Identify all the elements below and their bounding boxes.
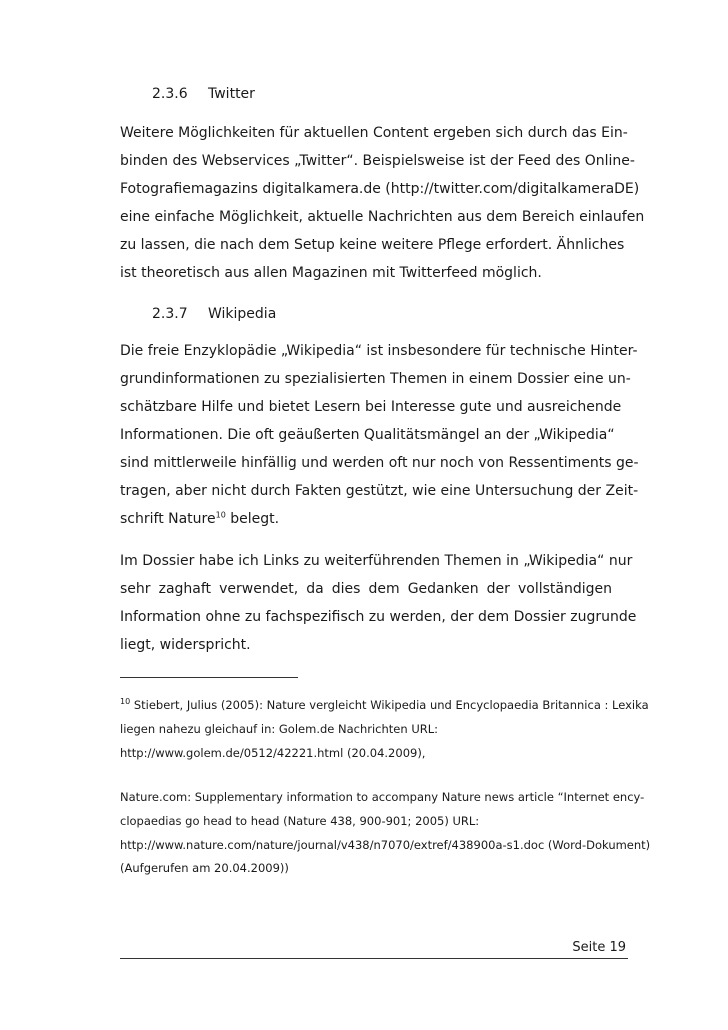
paragraph-line: grundinformationen zu spezialisierten Themen in einem Dossier eine un- (120, 371, 631, 387)
section-number: 2.3.6 (152, 86, 188, 102)
paragraph-line: Information ohne zu fachspezifisch zu werden, der dem Dossier zugrunde (120, 609, 637, 625)
section-heading-wikipedia (152, 306, 276, 322)
footnote-separator (120, 677, 298, 678)
paragraph-line: sind mittlerweile hinfällig und werden oft nur noch von Ressentiments ge- (120, 455, 639, 471)
section-title: Wikipedia (208, 306, 277, 322)
paragraph-line: Die freie Enzyklopädie „Wikipedia“ ist insbesondere für technische Hinter- (120, 343, 638, 359)
footnote-line: clopaedias go head to head (Nature 438, 900-901; 2005) URL: (120, 814, 480, 828)
paragraph-line: Fotografiemagazins digitalkamera.de (http://twitter.com/digitalkameraDE) (120, 181, 640, 197)
paragraph-line: ist theoretisch aus allen Magazinen mit Twitterfeed möglich. (120, 265, 542, 281)
paragraph-line: Im Dossier habe ich Links zu weiterführenden Themen in „Wikipedia“ nur (120, 553, 633, 569)
text-run: belegt. (225, 511, 280, 527)
footnote-line: liegen nahezu gleichauf in: Golem.de Nachrichten URL: (120, 722, 439, 736)
page-number: Seite 19 (572, 940, 626, 955)
paragraph-line: eine einfache Möglichkeit, aktuelle Nachrichten aus dem Bereich einlaufen (120, 209, 645, 225)
footnote-line: Nature.com: Supplementary information to accompany Nature news article “Internet ency- (120, 790, 645, 804)
paragraph-line (120, 510, 612, 528)
paragraph-line: zu lassen, die nach dem Setup keine weitere Pflege erfordert. Ähnliches (120, 237, 625, 253)
text-run: schrift Nature (120, 511, 216, 527)
section-number: 2.3.7 (152, 306, 188, 322)
footnote-line: http://www.nature.com/nature/journal/v438/n7070/extref/438900a-s1.doc (Word-Dokument) (120, 838, 651, 852)
paragraph-line: binden des Webservices „Twitter“. Beispielsweise ist der Feed des Online- (120, 153, 635, 169)
paragraph-line: liegt, widerspricht. (120, 637, 251, 653)
section-title: Twitter (208, 86, 255, 102)
paragraph-line: schätzbare Hilfe und bietet Lesern bei Interesse gute und ausreichende (120, 399, 622, 415)
footnote-reference: 10 (215, 510, 226, 520)
footer-rule (120, 958, 628, 959)
footnote-line: (Aufgerufen am 20.04.2009)) (120, 861, 289, 875)
footnote-line: http://www.golem.de/0512/42221.html (20.04.2009), (120, 746, 426, 760)
text-run: Stiebert, Julius (2005): Nature vergleicht Wikipedia und Encyclopaedia Britannica : Lexika (130, 698, 649, 712)
section-heading-twitter (152, 86, 255, 102)
footnote-marker: 10 (120, 697, 131, 707)
paragraph-line: tragen, aber nicht durch Fakten gestützt, wie eine Untersuchung der Zeit- (120, 483, 639, 499)
paragraph-line: Informationen. Die oft geäußerten Qualitätsmängel an der „Wikipedia“ (120, 427, 615, 443)
paragraph-line: sehr zaghaft verwendet, da dies dem Gedanken der vollständigen (120, 581, 612, 597)
footnote-line (120, 697, 649, 713)
paragraph-line: Weitere Möglichkeiten für aktuellen Content ergeben sich durch das Ein- (120, 125, 628, 141)
